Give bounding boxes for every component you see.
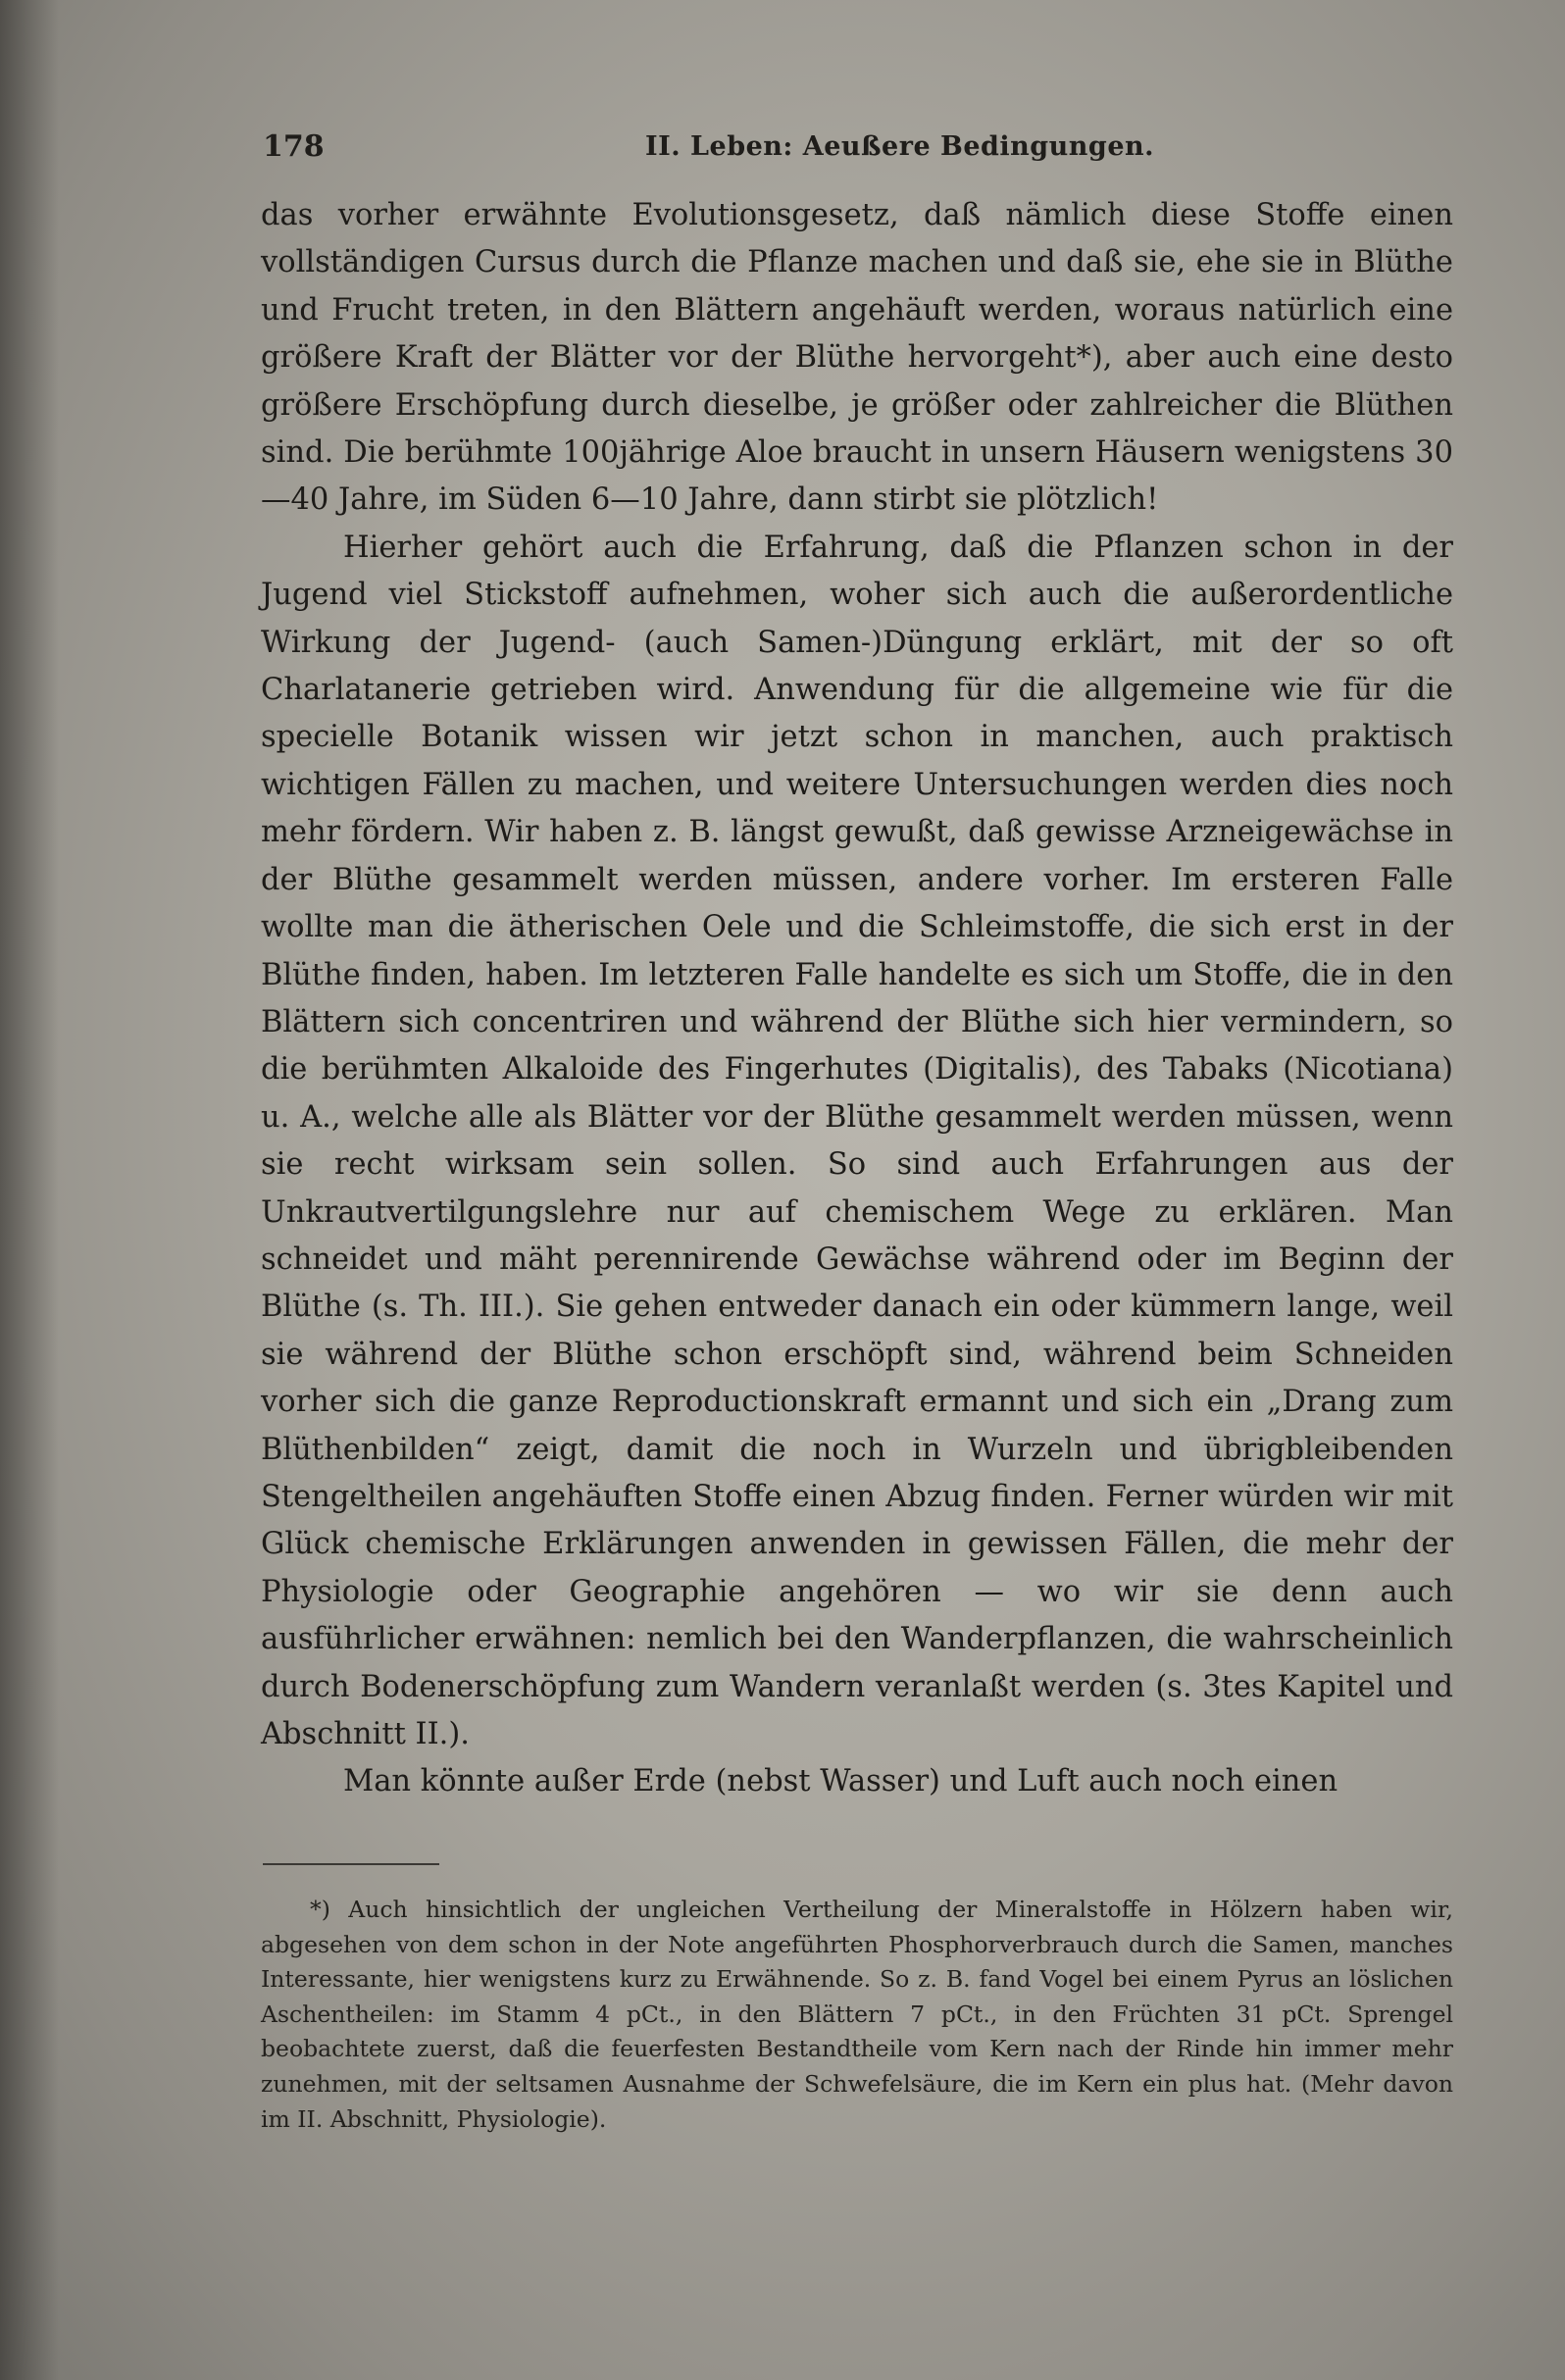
page-header (263, 129, 1469, 178)
paragraph-continuation: das vorher erwähnte Evolutionsgesetz, daß nämlich diese Stoffe einen vollständigen Cursus durch die Pflanze machen und daß sie, ehe sie in Blüthe und Frucht treten, in den Blättern angehäuft werden, woraus natürlich eine größere Kraft der Blätter vor der Blüthe hervorgeht*), aber auch eine desto größere Erschöpfung durch dieselbe, je größer oder zahlreicher die Blüthen sind. Die berühmte 100jährige Aloe braucht in unsern Häusern wenigstens 30—40 Jahre, im Süden 6—10 Jahre, dann stirbt sie plötzlich! (261, 198, 1453, 518)
paragraph-closing: Man könnte außer Erde (nebst Wasser) und Luft auch noch einen (343, 1764, 1338, 1799)
paragraph-nitrogen: Hierher gehört auch die Erfahrung, daß die Pflanzen schon in der Jugend viel Stickstoff aufnehmen, woher sich auch die außerordentliche Wirkung der Jugend- (auch Samen-)Düngung erklärt, mit der so oft Charlatanerie getrieben wird. Anwendung für die allgemeine wie für die specielle Botanik wissen wir jetzt schon in manchen, auch praktisch wichtigen Fällen zu machen, und weitere Untersuchungen werden dies noch mehr fördern. Wir haben z. B. längst gewußt, daß gewisse Arzneigewächse in der Blüthe gesammelt werden müssen, andere vorher. Im ersteren Falle wollte man die ätherischen Oele und die Schleimstoffe, die sich erst in der Blüthe finden, haben. Im letzteren Falle handelte es sich um Stoffe, die in den Blättern sich concentriren und während der Blüthe sich hier vermindern, so die berühmten Alkaloide des Fingerhutes (Digitalis), des Tabaks (Nicotiana) u. A., welche alle als Blätter vor der Blüthe gesammelt werden müssen, wenn sie recht wirksam sein sollen. So sind auch Erfahrungen aus der Unkrautvertilgungslehre nur auf chemischem Wege zu erklären. Man schneidet und mäht perennirende Gewächse während oder im Beginn der Blüthe (s. Th. III.). Sie gehen entweder danach ein oder kümmern lange, weil sie während der Blüthe schon erschöpft sind, während beim Schneiden vorher sich die ganze Reproductionskraft ermannt und sich ein „Drang zum Blüthenbilden“ zeigt, damit die noch in Wurzeln und übrigbleibenden Stengeltheilen angehäuften Stoffe einen Abzug finden. Ferner würden wir mit Glück chemische Erklärungen anwenden in gewissen Fällen, die mehr der Physiologie oder Geographie angehören — wo wir sie denn auch ausführlicher erwähnen: nemlich bei den Wanderpflanzen, die wahrscheinlich durch Bodenerschöpfung zum Wandern veranlaßt werden (s. 3tes Kapitel und Abschnitt II.). (261, 530, 1453, 1751)
spine-shadow (0, 0, 59, 2380)
footnote (261, 1893, 1453, 2137)
running-head: II. Leben: Aeußere Bedingungen. (645, 131, 1155, 162)
body-text (261, 192, 1453, 1806)
footnote-divider (263, 1863, 439, 1865)
footnote-text: *) Auch hinsichtlich der ungleichen Vertheilung der Mineralstoffe in Hölzern haben wir, abgesehen von dem schon in der Note angeführten Phosphorverbrauch durch die Samen, manches Interessante, hier wenigstens kurz zu Erwähnende. So z. B. fand Vogel bei einem Pyrus an löslichen Aschentheilen: im Stamm 4 pCt., in den Blättern 7 pCt., in den Früchten 31 pCt. Sprengel beobachtete zuerst, daß die feuerfesten Bestandtheile vom Kern nach der Rinde hin immer mehr zunehmen, mit der seltsamen Ausnahme der Schwefelsäure, die im Kern ein plus hat. (Mehr davon im II. Abschnitt, Physiologie). (261, 1896, 1453, 2133)
page-number: 178 (263, 129, 325, 164)
